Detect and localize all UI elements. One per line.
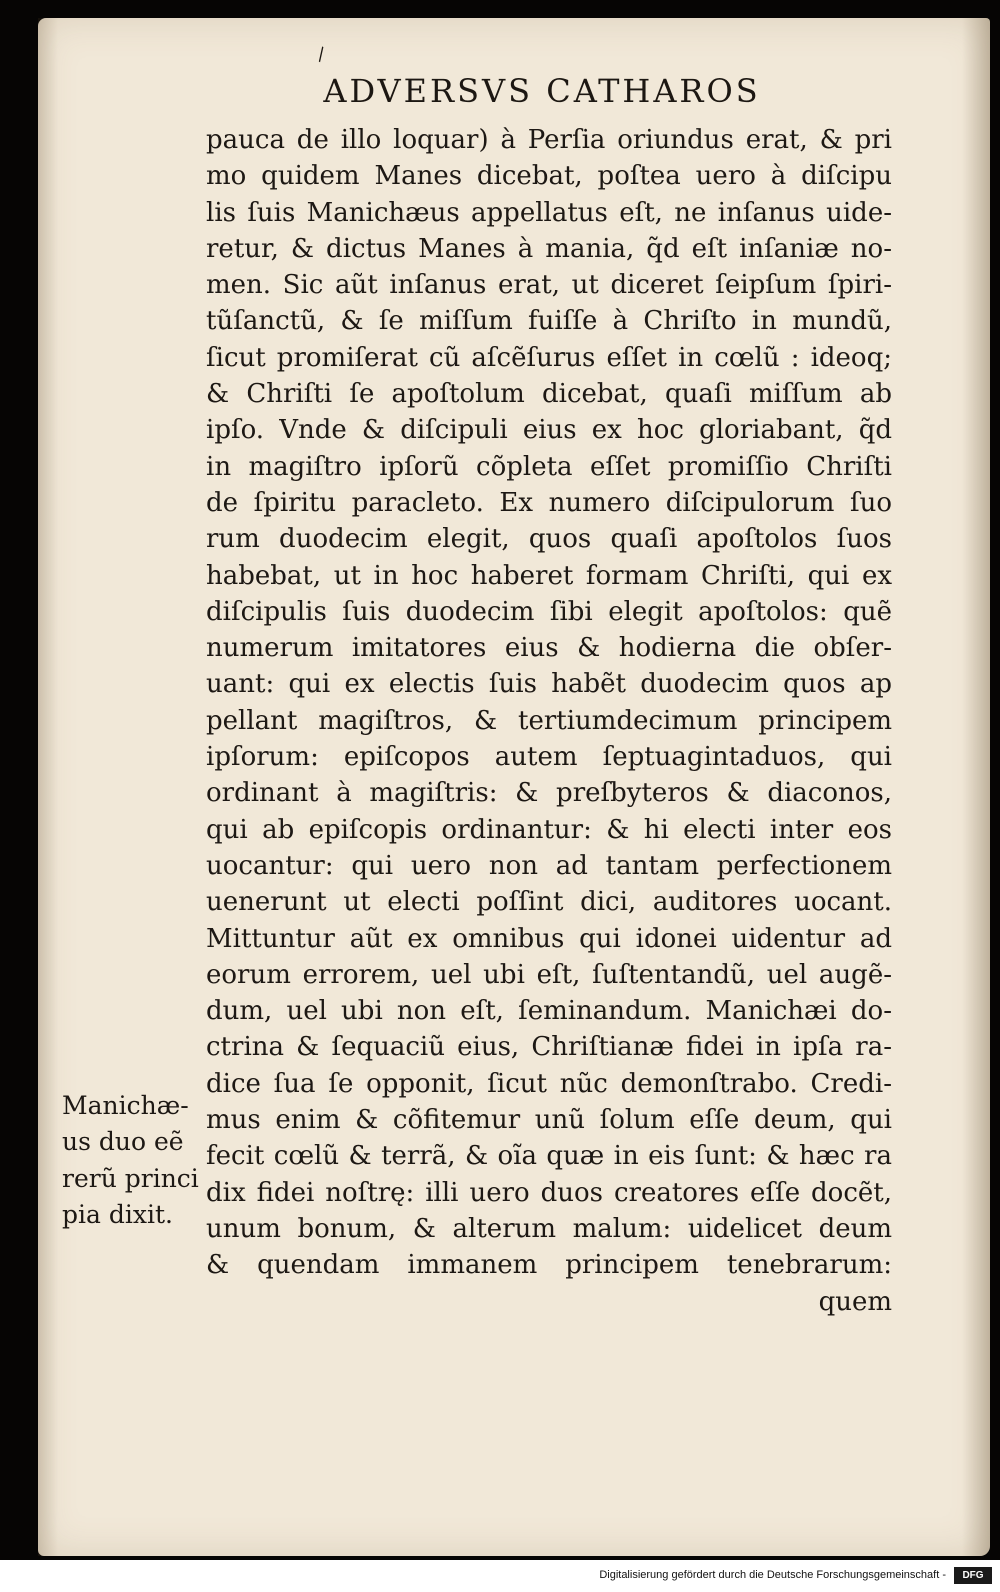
text-line: lis ſuis Manichæus appellatus eſt, ne inſanus uide- — [206, 197, 892, 228]
marginal-note-line: us duo eẽ — [62, 1127, 184, 1157]
marginal-note — [62, 1088, 202, 1233]
text-line: rum duodecim elegit, quos quaſi apoſtolos ſuos — [206, 524, 892, 555]
text-line: uant: qui ex electis ſuis habẽt duodecim quos ap — [206, 669, 892, 700]
text-line: dix fidei noſtrę: illi uero duos creatores eſſe docẽt, — [206, 1177, 892, 1208]
text-line: retur, & dictus Manes à mania, q̃d eſt inſaniæ no- — [206, 233, 892, 264]
marginal-note-line: Manichæ- — [62, 1091, 189, 1120]
text-line: unum bonum, & alterum malum: uidelicet deum — [206, 1213, 892, 1244]
text-line: dum, uel ubi non eſt, ſeminandum. Manichæi do- — [206, 996, 892, 1027]
text-line: uenerunt ut electi poſſint dici, auditores uocant. — [206, 887, 892, 918]
text-line: numerum imitatores eius & hodierna die obſer- — [206, 633, 892, 664]
text-line: Mittuntur aũt ex omnibus qui idonei uidentur ad — [206, 923, 892, 954]
text-line: de ſpiritu paracleto. Ex numero diſcipulorum ſuo — [206, 487, 892, 518]
marginal-note-line: rerũ princi — [62, 1163, 199, 1193]
text-line: tũſanctũ, & ſe miſſum fuiſſe à Chriſto in mundũ, — [206, 306, 892, 337]
text-line: pellant magiſtros, & tertiumdecimum principem — [206, 705, 892, 736]
text-line: eorum errorem, uel ubi eſt, ſuſtentandũ, uel augẽ- — [206, 959, 892, 990]
text-line: ipſorum: epiſcopos autem ſeptuagintaduos, qui — [206, 742, 892, 773]
text-line: ipſo. Vnde & diſcipuli eius ex hoc gloriabant, q̃d — [206, 415, 892, 446]
marginal-note-line: pia dixit. — [62, 1199, 173, 1229]
catchword: quem — [818, 1286, 892, 1317]
text-line: mo quidem Manes dicebat, poſtea uero à diſcipu — [206, 161, 892, 192]
corner-mark: \ — [313, 43, 329, 66]
text-line: habebat, ut in hoc haberet formam Chriſti, qui ex — [206, 560, 892, 591]
text-line: in magiſtro ipſorũ cõpleta eſſet promiſſio Chriſti — [206, 451, 892, 482]
text-line: qui ab epiſcopis ordinantur: & hi electi inter eos — [206, 814, 892, 845]
page-edge — [962, 18, 990, 1556]
text-line: & quendam immanem principem tenebrarum: — [206, 1250, 892, 1281]
text-line: ordinant à magiſtris: & preſbyteros & diaconos, — [206, 778, 892, 809]
dfg-logo-badge: DFG — [954, 1567, 992, 1584]
text-line: dice ſua ſe opponit, ſicut nũc demonſtrabo. Credi- — [206, 1068, 892, 1099]
text-line: men. Sic aũt inſanus erat, ut diceret ſeipſum ſpiri- — [206, 270, 892, 301]
text-line: & Chriſti ſe apoſtolum dicebat, quaſi miſſum ab — [206, 379, 892, 410]
gutter-shadow — [38, 18, 58, 1556]
body-text — [206, 122, 892, 1320]
footer-bar — [0, 1560, 1000, 1592]
text-line: mus enim & cõfitemur unũ ſolum eſſe deum, qui — [206, 1105, 892, 1136]
text-line: ſicut promiſerat cũ aſcẽſurus eſſet in cœlũ : ideoq; — [206, 342, 892, 373]
text-line: uocantur: qui uero non ad tantam perfectionem — [206, 850, 892, 881]
text-line: ctrina & ſequaciũ eius, Chriſtianæ fidei in ipſa ra- — [206, 1032, 892, 1063]
funding-credit: Digitalisierung gefördert durch die Deutsche Forschungsgemeinschaft - — [599, 1569, 946, 1581]
text-line: diſcipulis ſuis duodecim ſibi elegit apoſtolos: quẽ — [206, 596, 892, 627]
text-line: fecit cœlũ & terrã, & oĩa quæ in eis ſunt: & hæc ra — [206, 1141, 892, 1172]
running-header: ADVERSVS CATHAROS — [323, 72, 761, 110]
text-line: pauca de illo loquar) à Perſia oriundus erat, & pri — [206, 125, 892, 155]
